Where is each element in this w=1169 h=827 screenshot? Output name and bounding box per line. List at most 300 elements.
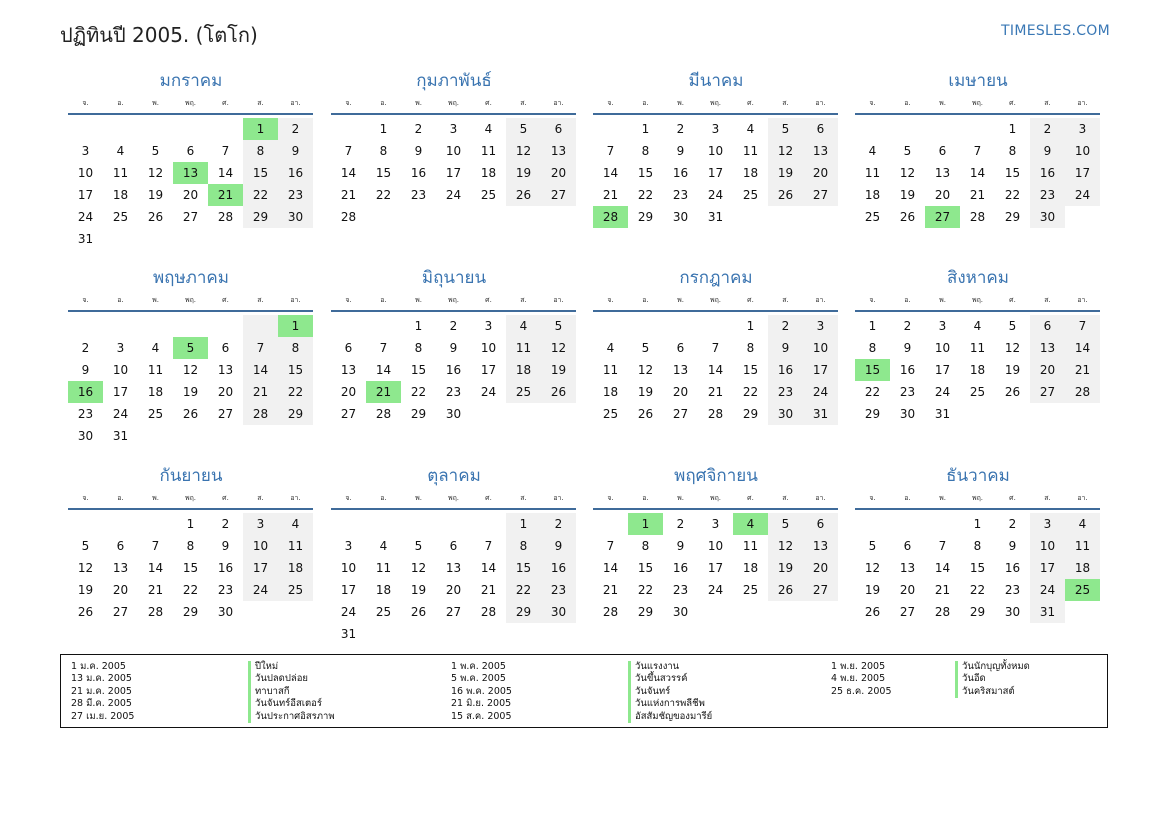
calendar-day: 27 (217, 407, 234, 421)
month-calendar (593, 464, 839, 642)
calendar-day: 8 (1008, 144, 1017, 158)
calendar-day: 4 (116, 144, 125, 158)
day-grid (68, 510, 313, 642)
calendar-day: 27 (182, 210, 199, 224)
calendar-day: 25 (480, 188, 497, 202)
calendar-day: 31 (803, 403, 838, 425)
calendar-day: 22 (637, 188, 654, 202)
calendar-day: 11 (112, 166, 129, 180)
calendar-day: 16 (541, 557, 576, 579)
holiday-date: 1 พ.ย. 2005 (831, 661, 886, 672)
calendar-day: 26 (864, 605, 881, 619)
holiday-name: วันอีด (955, 673, 1030, 685)
calendar-day: 9 (81, 363, 90, 377)
calendar-day: 23 (768, 381, 803, 403)
holiday-date: 15 ส.ค. 2005 (451, 710, 512, 722)
weekday-header (855, 96, 1101, 110)
calendar-day: 5 (81, 539, 90, 553)
calendar-day: 20 (445, 583, 462, 597)
weekday-label: พ. (939, 296, 946, 304)
calendar-day: 31 (340, 627, 357, 641)
weekday-header (68, 293, 314, 307)
calendar-day: 1 (186, 517, 195, 531)
weekday-label: พ. (415, 296, 422, 304)
calendar-day: 25 (375, 605, 392, 619)
calendar-day: 3 (1065, 118, 1100, 140)
calendar-day: 29 (969, 605, 986, 619)
calendar-day: 20 (112, 583, 129, 597)
calendar-day: 31 (77, 232, 94, 246)
calendar-day: 2 (221, 517, 230, 531)
calendar-day: 11 (480, 144, 497, 158)
calendar-day: 23 (217, 583, 234, 597)
calendar-day: 2 (1030, 118, 1065, 140)
holiday-day: 21 (366, 381, 401, 403)
weekday-label: จ. (345, 494, 352, 502)
calendar-day: 31 (707, 210, 724, 224)
calendar-day: 29 (410, 407, 427, 421)
calendar-day: 25 (742, 583, 759, 597)
calendar-day: 3 (81, 144, 90, 158)
weekday-label: จ. (607, 99, 614, 107)
calendar-day: 10 (112, 363, 129, 377)
day-grid (68, 312, 313, 444)
calendar-day: 23 (410, 188, 427, 202)
calendar-day: 7 (973, 144, 982, 158)
calendar-day: 25 (112, 210, 129, 224)
weekday-label: ส. (257, 494, 264, 502)
calendar-day: 22 (742, 385, 759, 399)
calendar-day: 9 (449, 341, 458, 355)
calendar-day: 18 (506, 359, 541, 381)
holiday-day: 1 (628, 513, 663, 535)
calendar-day: 31 (934, 407, 951, 421)
calendar-day: 25 (602, 407, 619, 421)
calendar-day: 19 (637, 385, 654, 399)
calendar-day: 22 (506, 579, 541, 601)
calendar-day: 1 (379, 122, 388, 136)
calendar-day: 8 (973, 539, 982, 553)
calendar-day: 15 (278, 359, 313, 381)
calendar-day: 10 (1030, 535, 1065, 557)
calendar-day: 22 (410, 385, 427, 399)
calendar-day: 6 (1030, 315, 1065, 337)
calendar-day: 13 (1030, 337, 1065, 359)
calendar-day: 4 (1065, 513, 1100, 535)
day-grid (331, 510, 576, 642)
holiday-date: 27 เม.ย. 2005 (71, 710, 135, 722)
calendar-day: 12 (864, 561, 881, 575)
calendar-day: 22 (278, 381, 313, 403)
weekday-label: จ. (869, 99, 876, 107)
weekday-label: อา. (290, 494, 301, 502)
calendar-day: 19 (77, 583, 94, 597)
weekday-label: พ. (677, 99, 684, 107)
calendar-day: 15 (182, 561, 199, 575)
calendar-day: 7 (606, 144, 615, 158)
calendar-day: 18 (742, 561, 759, 575)
weekday-label: ส. (1044, 296, 1051, 304)
calendar-day: 7 (221, 144, 230, 158)
weekday-label: พ. (677, 494, 684, 502)
calendar-day: 3 (711, 122, 720, 136)
weekday-label: พฤ. (447, 99, 460, 107)
calendar-day: 25 (864, 210, 881, 224)
weekday-label: อา. (290, 99, 301, 107)
calendar-day: 20 (1030, 359, 1065, 381)
calendar-day: 26 (768, 579, 803, 601)
weekday-label: พฤ. (184, 296, 197, 304)
calendar-day: 8 (414, 341, 423, 355)
weekday-header (593, 293, 839, 307)
calendar-day: 2 (903, 319, 912, 333)
holiday-name: วันคริสมาสต์ (955, 686, 1030, 698)
weekday-header (855, 491, 1101, 505)
calendar-day: 20 (541, 162, 576, 184)
holiday-date: 28 มี.ค. 2005 (71, 698, 132, 710)
calendar-day: 12 (77, 561, 94, 575)
calendar-day: 9 (1008, 539, 1017, 553)
calendar-day: 14 (147, 561, 164, 575)
calendar-day: 20 (340, 385, 357, 399)
weekday-label: จ. (869, 494, 876, 502)
weekday-label: ศ. (1009, 296, 1016, 304)
calendar-day: 5 (151, 144, 160, 158)
calendar-day: 18 (742, 166, 759, 180)
calendar-day: 21 (707, 385, 724, 399)
calendar-day: 23 (445, 385, 462, 399)
weekday-label: พ. (939, 494, 946, 502)
holiday-day: 5 (173, 337, 208, 359)
calendar-day: 31 (1030, 601, 1065, 623)
weekday-label: อ. (380, 99, 387, 107)
calendar-day: 6 (186, 144, 195, 158)
weekday-label: พฤ. (709, 494, 722, 502)
calendar-day: 11 (602, 363, 619, 377)
day-grid (855, 312, 1100, 444)
calendar-day: 1 (506, 513, 541, 535)
calendar-day: 25 (278, 579, 313, 601)
month-name: มกราคม (159, 71, 223, 91)
calendar-day: 14 (243, 359, 278, 381)
weekday-label: อ. (904, 296, 911, 304)
calendar-day: 3 (938, 319, 947, 333)
calendar-day: 21 (480, 583, 497, 597)
calendar-day: 9 (676, 539, 685, 553)
weekday-label: พฤ. (971, 494, 984, 502)
calendar-day: 29 (182, 605, 199, 619)
month-name: มิถุนายน (421, 268, 487, 288)
calendar-day: 23 (77, 407, 94, 421)
calendar-day: 12 (637, 363, 654, 377)
calendar-day: 24 (934, 385, 951, 399)
month-name: ตุลาคม (427, 466, 481, 486)
calendar-day: 11 (1065, 535, 1100, 557)
calendar-day: 8 (641, 539, 650, 553)
calendar-day: 22 (864, 385, 881, 399)
calendar-day: 28 (243, 403, 278, 425)
calendar-day: 2 (449, 319, 458, 333)
weekday-label: พ. (152, 99, 159, 107)
calendar-day: 17 (1065, 162, 1100, 184)
calendar-day: 6 (803, 513, 838, 535)
calendar-day: 26 (506, 184, 541, 206)
calendar-day: 9 (278, 140, 313, 162)
calendar-day: 7 (711, 341, 720, 355)
calendar-day: 12 (1004, 341, 1021, 355)
calendar-day: 29 (637, 605, 654, 619)
calendar-day: 25 (147, 407, 164, 421)
calendar-day: 25 (742, 188, 759, 202)
calendar-day: 6 (221, 341, 230, 355)
weekday-label: พ. (939, 99, 946, 107)
month-name: เมษายน (948, 71, 1008, 91)
calendar-day: 7 (606, 539, 615, 553)
calendar-day: 12 (768, 535, 803, 557)
calendar-day: 29 (742, 407, 759, 421)
calendar-day: 26 (1004, 385, 1021, 399)
holiday-dates-column (451, 661, 512, 723)
calendar-day: 13 (340, 363, 357, 377)
calendar-day: 15 (742, 363, 759, 377)
calendar-day: 29 (278, 403, 313, 425)
calendar-day: 16 (672, 561, 689, 575)
calendar-day: 30 (1030, 206, 1065, 228)
calendar-day: 17 (340, 583, 357, 597)
calendar-day: 5 (506, 118, 541, 140)
calendar-day: 2 (278, 118, 313, 140)
calendar-day: 14 (217, 166, 234, 180)
holiday-name: วันจันทร์ (628, 686, 712, 698)
weekday-label: พฤ. (447, 296, 460, 304)
weekday-label: อา. (553, 494, 564, 502)
month-calendar (593, 69, 839, 247)
weekday-header (331, 96, 577, 110)
weekday-label: อา. (1077, 296, 1088, 304)
calendar-day: 12 (768, 140, 803, 162)
day-grid (855, 510, 1100, 642)
calendar-day: 20 (934, 188, 951, 202)
holiday-date: 13 ม.ค. 2005 (71, 673, 132, 685)
holiday-dates-column (831, 661, 892, 698)
month-calendar (331, 69, 577, 247)
day-grid (68, 115, 313, 247)
calendar-day: 7 (484, 539, 493, 553)
calendar-day: 2 (676, 517, 685, 531)
calendar-day: 18 (602, 385, 619, 399)
calendar-day: 13 (803, 535, 838, 557)
calendar-day: 20 (803, 162, 838, 184)
weekday-label: ส. (257, 296, 264, 304)
calendar-day: 17 (803, 359, 838, 381)
calendar-day: 6 (903, 539, 912, 553)
calendar-day: 24 (1065, 184, 1100, 206)
weekday-label: อา. (815, 99, 826, 107)
weekday-label: อา. (815, 494, 826, 502)
calendar-day: 20 (182, 188, 199, 202)
calendar-day: 28 (217, 210, 234, 224)
weekday-label: ศ. (485, 494, 492, 502)
weekday-label: จ. (869, 296, 876, 304)
calendar-day: 8 (243, 140, 278, 162)
month-calendar (855, 464, 1101, 642)
calendar-day: 11 (742, 144, 759, 158)
weekday-label: อ. (642, 296, 649, 304)
calendar-day: 19 (768, 557, 803, 579)
calendar-day: 17 (1030, 557, 1065, 579)
calendar-day: 12 (506, 140, 541, 162)
calendar-day: 26 (899, 210, 916, 224)
calendar-day: 21 (934, 583, 951, 597)
holiday-date: 21 มิ.ย. 2005 (451, 698, 512, 710)
calendar-day: 11 (506, 337, 541, 359)
weekday-header (331, 293, 577, 307)
calendar-day: 4 (606, 341, 615, 355)
calendar-day: 3 (803, 315, 838, 337)
holiday-names-column (955, 661, 1030, 698)
calendar-day: 31 (112, 429, 129, 443)
calendar-day: 16 (1030, 162, 1065, 184)
calendar-day: 28 (969, 210, 986, 224)
calendar-day: 10 (934, 341, 951, 355)
calendar-day: 4 (746, 122, 755, 136)
calendar-day: 15 (1004, 166, 1021, 180)
calendar-day: 3 (243, 513, 278, 535)
month-name: กรกฎาคม (679, 268, 753, 288)
weekday-label: อา. (1077, 494, 1088, 502)
weekday-header (855, 293, 1101, 307)
calendar-day: 14 (934, 561, 951, 575)
calendar-day: 19 (541, 359, 576, 381)
calendar-day: 5 (768, 513, 803, 535)
holiday-name: วันประกาศอิสรภาพ (248, 711, 335, 723)
calendar-day: 13 (217, 363, 234, 377)
weekday-label: ส. (782, 99, 789, 107)
calendar-day: 20 (803, 557, 838, 579)
calendar-day: 6 (344, 341, 353, 355)
calendar-day: 1 (641, 122, 650, 136)
weekday-label: อา. (553, 99, 564, 107)
month-calendar (68, 266, 314, 444)
weekday-label: อ. (904, 99, 911, 107)
calendar-day: 17 (445, 166, 462, 180)
holiday-date: 4 พ.ย. 2005 (831, 673, 886, 685)
weekday-label: จ. (82, 99, 89, 107)
calendar-day: 27 (445, 605, 462, 619)
calendar-day: 9 (541, 535, 576, 557)
weekday-label: ศ. (222, 494, 229, 502)
calendar-day: 28 (934, 605, 951, 619)
weekday-label: อ. (642, 99, 649, 107)
calendar-day: 1 (973, 517, 982, 531)
calendar-day: 12 (182, 363, 199, 377)
calendar-day: 26 (182, 407, 199, 421)
calendar-day: 5 (414, 539, 423, 553)
calendar-day: 12 (410, 561, 427, 575)
weekday-label: อา. (553, 296, 564, 304)
month-name: ธันวาคม (946, 466, 1010, 486)
calendar-day: 9 (768, 337, 803, 359)
calendar-day: 25 (969, 385, 986, 399)
calendar-day: 22 (1004, 188, 1021, 202)
weekday-label: จ. (345, 99, 352, 107)
calendar-day: 4 (278, 513, 313, 535)
calendar-day: 15 (243, 162, 278, 184)
calendar-day: 9 (1030, 140, 1065, 162)
holiday-name: วันแรงงาน (628, 661, 712, 673)
calendar-day: 7 (344, 144, 353, 158)
calendar-day: 24 (707, 583, 724, 597)
calendar-day: 19 (864, 583, 881, 597)
calendar-day: 11 (742, 539, 759, 553)
calendar-day: 18 (375, 583, 392, 597)
calendar-day: 18 (112, 188, 129, 202)
month-name: กันยายน (159, 466, 223, 486)
calendar-day: 13 (112, 561, 129, 575)
calendar-day: 24 (803, 381, 838, 403)
weekday-label: พฤ. (184, 494, 197, 502)
weekday-label: อ. (117, 296, 124, 304)
holiday-name: วันปลดปล่อย (248, 673, 335, 685)
calendar-day: 2 (768, 315, 803, 337)
calendar-day: 19 (410, 583, 427, 597)
calendar-day: 21 (147, 583, 164, 597)
weekday-label: ศ. (747, 99, 754, 107)
weekday-label: พฤ. (184, 99, 197, 107)
calendar-day: 26 (410, 605, 427, 619)
calendar-day: 27 (672, 407, 689, 421)
holiday-day: 27 (925, 206, 960, 228)
weekday-label: พ. (415, 99, 422, 107)
calendar-day: 14 (1065, 337, 1100, 359)
calendar-day: 7 (1065, 315, 1100, 337)
calendar-day: 2 (1008, 517, 1017, 531)
calendar-day: 13 (445, 561, 462, 575)
weekday-header (593, 96, 839, 110)
calendar-day: 2 (414, 122, 423, 136)
holiday-date: 1 ม.ค. 2005 (71, 661, 126, 672)
calendar-day: 4 (506, 315, 541, 337)
calendar-day: 15 (637, 166, 654, 180)
calendar-day: 6 (676, 341, 685, 355)
calendar-day: 24 (1030, 579, 1065, 601)
weekday-label: อ. (117, 99, 124, 107)
site-link[interactable]: TIMESLES.COM (1001, 23, 1110, 39)
calendar-day: 8 (746, 341, 755, 355)
day-grid (331, 115, 576, 247)
calendar-day: 17 (707, 166, 724, 180)
month-calendar (68, 464, 314, 642)
holiday-day: 15 (855, 359, 890, 381)
holiday-day: 21 (208, 184, 243, 206)
calendar-day: 4 (868, 144, 877, 158)
holiday-name: วันจันทร์อีสเตอร์ (248, 698, 335, 710)
calendar-day: 29 (864, 407, 881, 421)
calendar-day: 16 (672, 166, 689, 180)
calendar-day: 10 (707, 144, 724, 158)
calendar-day: 19 (147, 188, 164, 202)
calendar-day: 23 (672, 188, 689, 202)
calendar-day: 26 (147, 210, 164, 224)
calendar-day: 15 (506, 557, 541, 579)
calendar-day: 26 (541, 381, 576, 403)
calendar-day: 14 (375, 363, 392, 377)
calendar-day: 14 (602, 561, 619, 575)
holiday-name: ปีใหม่ (248, 661, 335, 673)
calendar-day: 7 (243, 337, 278, 359)
calendar-day: 22 (375, 188, 392, 202)
calendar-day: 28 (602, 605, 619, 619)
